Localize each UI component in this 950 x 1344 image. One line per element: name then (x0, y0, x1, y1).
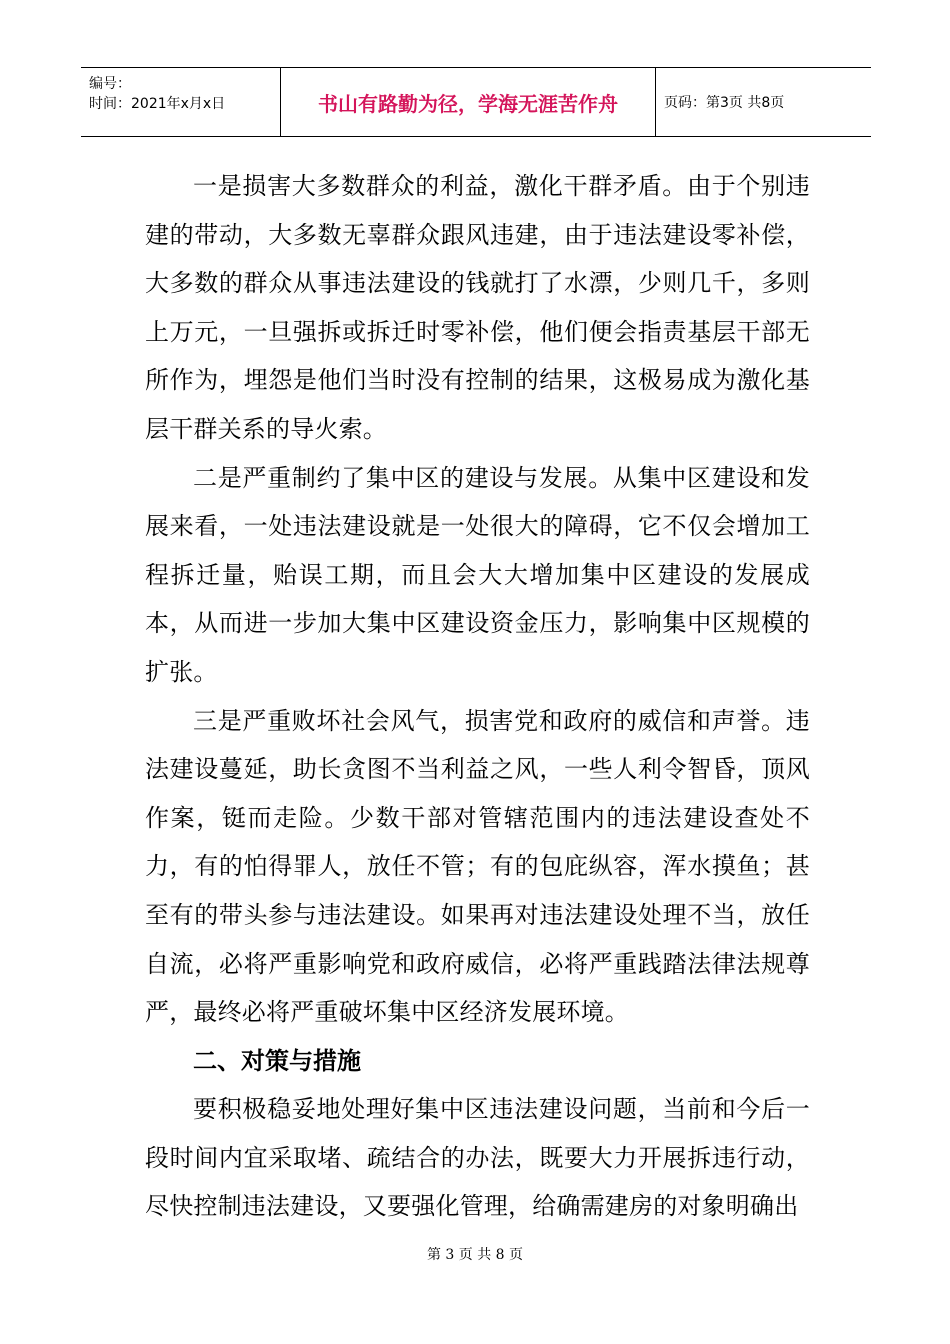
footer-page-number: 第 3 页 共 8 页 (426, 1247, 524, 1263)
page-header (81, 67, 871, 137)
header-motto-cell (281, 68, 656, 136)
body-paragraph: 一是损害大多数群众的利益，激化干群矛盾。由于个别违建的带动，大多数无辜群众跟风违建，由于违法建设零补偿，大多数的群众从事违法建设的钱就打了水漂，少则几千，多则上万元，一旦强拆或拆迁时零补偿，他们便会指责基层干部无所作为，埋怨是他们当时没有控制的结果，这极易成为激化基层干群关系的导火索。 (145, 172, 810, 443)
section-heading: 二、对策与措施 (193, 1046, 361, 1075)
header-page-cell (656, 68, 871, 136)
body-paragraph: 三是严重败坏社会风气，损害党和政府的威信和声誉。违法建设蔓延，助长贪图不当利益之风，一些人利令智昏，顶风作案，铤而走险。少数干部对管辖范围内的违法建设查处不力，有的怕得罪人，放任不管；有的包庇纵容，浑水摸鱼；甚至有的带头参与违法建设。如果再对违法建设处理不当，放任自流，必将严重影响党和政府威信，必将严重践踏法律法规尊严，最终必将严重破坏集中区经济发展环境。 (145, 706, 810, 1027)
document-number-label: 编号： (89, 76, 131, 92)
document-time-label: 时间：2021年x月x日 (89, 96, 226, 112)
header-info-cell (81, 68, 281, 136)
header-motto: 书山有路勤为径，学海无涯苦作舟 (318, 91, 618, 116)
body-paragraph: 二是严重制约了集中区的建设与发展。从集中区建设和发展来看，一处违法建设就是一处很大的障碍，它不仅会增加工程拆迁量，贻误工期，而且会大大增加集中区建设的发展成本，从而进一步加大集中区建设资金压力，影响集中区规模的扩张。 (145, 463, 810, 686)
header-page-info: 页码：第3页 共8页 (664, 95, 785, 111)
body-paragraph: 要积极稳妥地处理好集中区违法建设问题，当前和今后一段时间内宜采取堵、疏结合的办法，既要大力开展拆违行动，尽快控制违法建设，又要强化管理，给确需建房的对象明确出 (145, 1095, 810, 1221)
page-footer (0, 1244, 950, 1264)
document-body (145, 162, 810, 1231)
